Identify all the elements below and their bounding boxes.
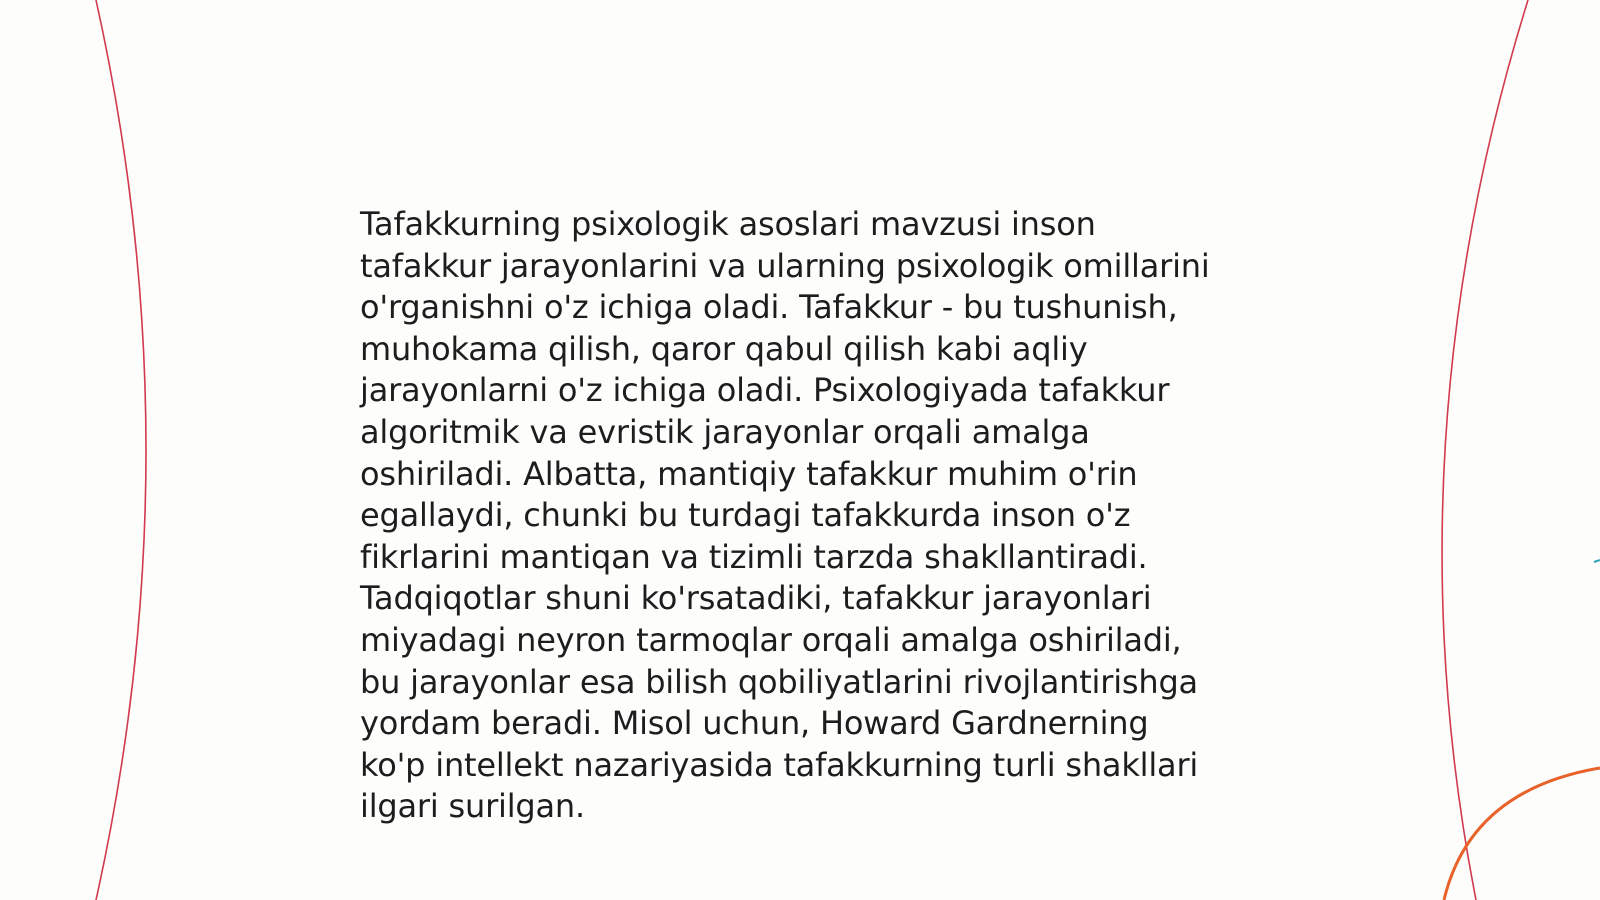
paragraph-line: o'rganishni o'z ichiga oladi. Tafakkur - bu tushunish, <box>360 288 1178 327</box>
teal-mark <box>1594 560 1600 562</box>
paragraph-line: jarayonlarni o'z ichiga oladi. Psixologiyada tafakkur <box>360 371 1170 410</box>
paragraph-line: muhokama qilish, qaror qabul qilish kabi aqliy <box>360 329 1088 368</box>
paragraph-line: tafakkur jarayonlarini va ularning psixologik omillarini <box>360 246 1210 285</box>
paragraph-line: egallaydi, chunki bu turdagi tafakkurda inson o'z <box>360 496 1131 535</box>
left-curve-line <box>96 0 146 900</box>
paragraph-line: bu jarayonlar esa bilish qobiliyatlarini rivojlantirishga <box>360 662 1198 701</box>
paragraph-line: Tadqiqotlar shuni ko'rsatadiki, tafakkur jarayonlari <box>360 579 1152 618</box>
orange-arc <box>1444 768 1600 900</box>
paragraph-line: miyadagi neyron tarmoqlar orqali amalga oshiriladi, <box>360 620 1182 659</box>
paragraph-line: ilgari surilgan. <box>360 787 585 826</box>
paragraph-line: oshiriladi. Albatta, mantiqiy tafakkur muhim o'rin <box>360 454 1138 493</box>
paragraph-line: Tafakkurning psixologik asoslari mavzusi inson <box>360 205 1096 243</box>
paragraph-line: algoritmik va evristik jarayonlar orqali amalga <box>360 412 1090 451</box>
paragraph-line: fikrlarini mantiqan va tizimli tarzda shakllantiradi. <box>360 537 1148 576</box>
paragraph-line: ko'p intellekt nazariyasida tafakkurning turli shakllari <box>360 745 1199 784</box>
paragraph-line: yordam beradi. Misol uchun, Howard Gardnerning <box>360 704 1149 743</box>
right-curve-line <box>1442 0 1528 900</box>
slide-paragraph <box>360 204 1260 828</box>
